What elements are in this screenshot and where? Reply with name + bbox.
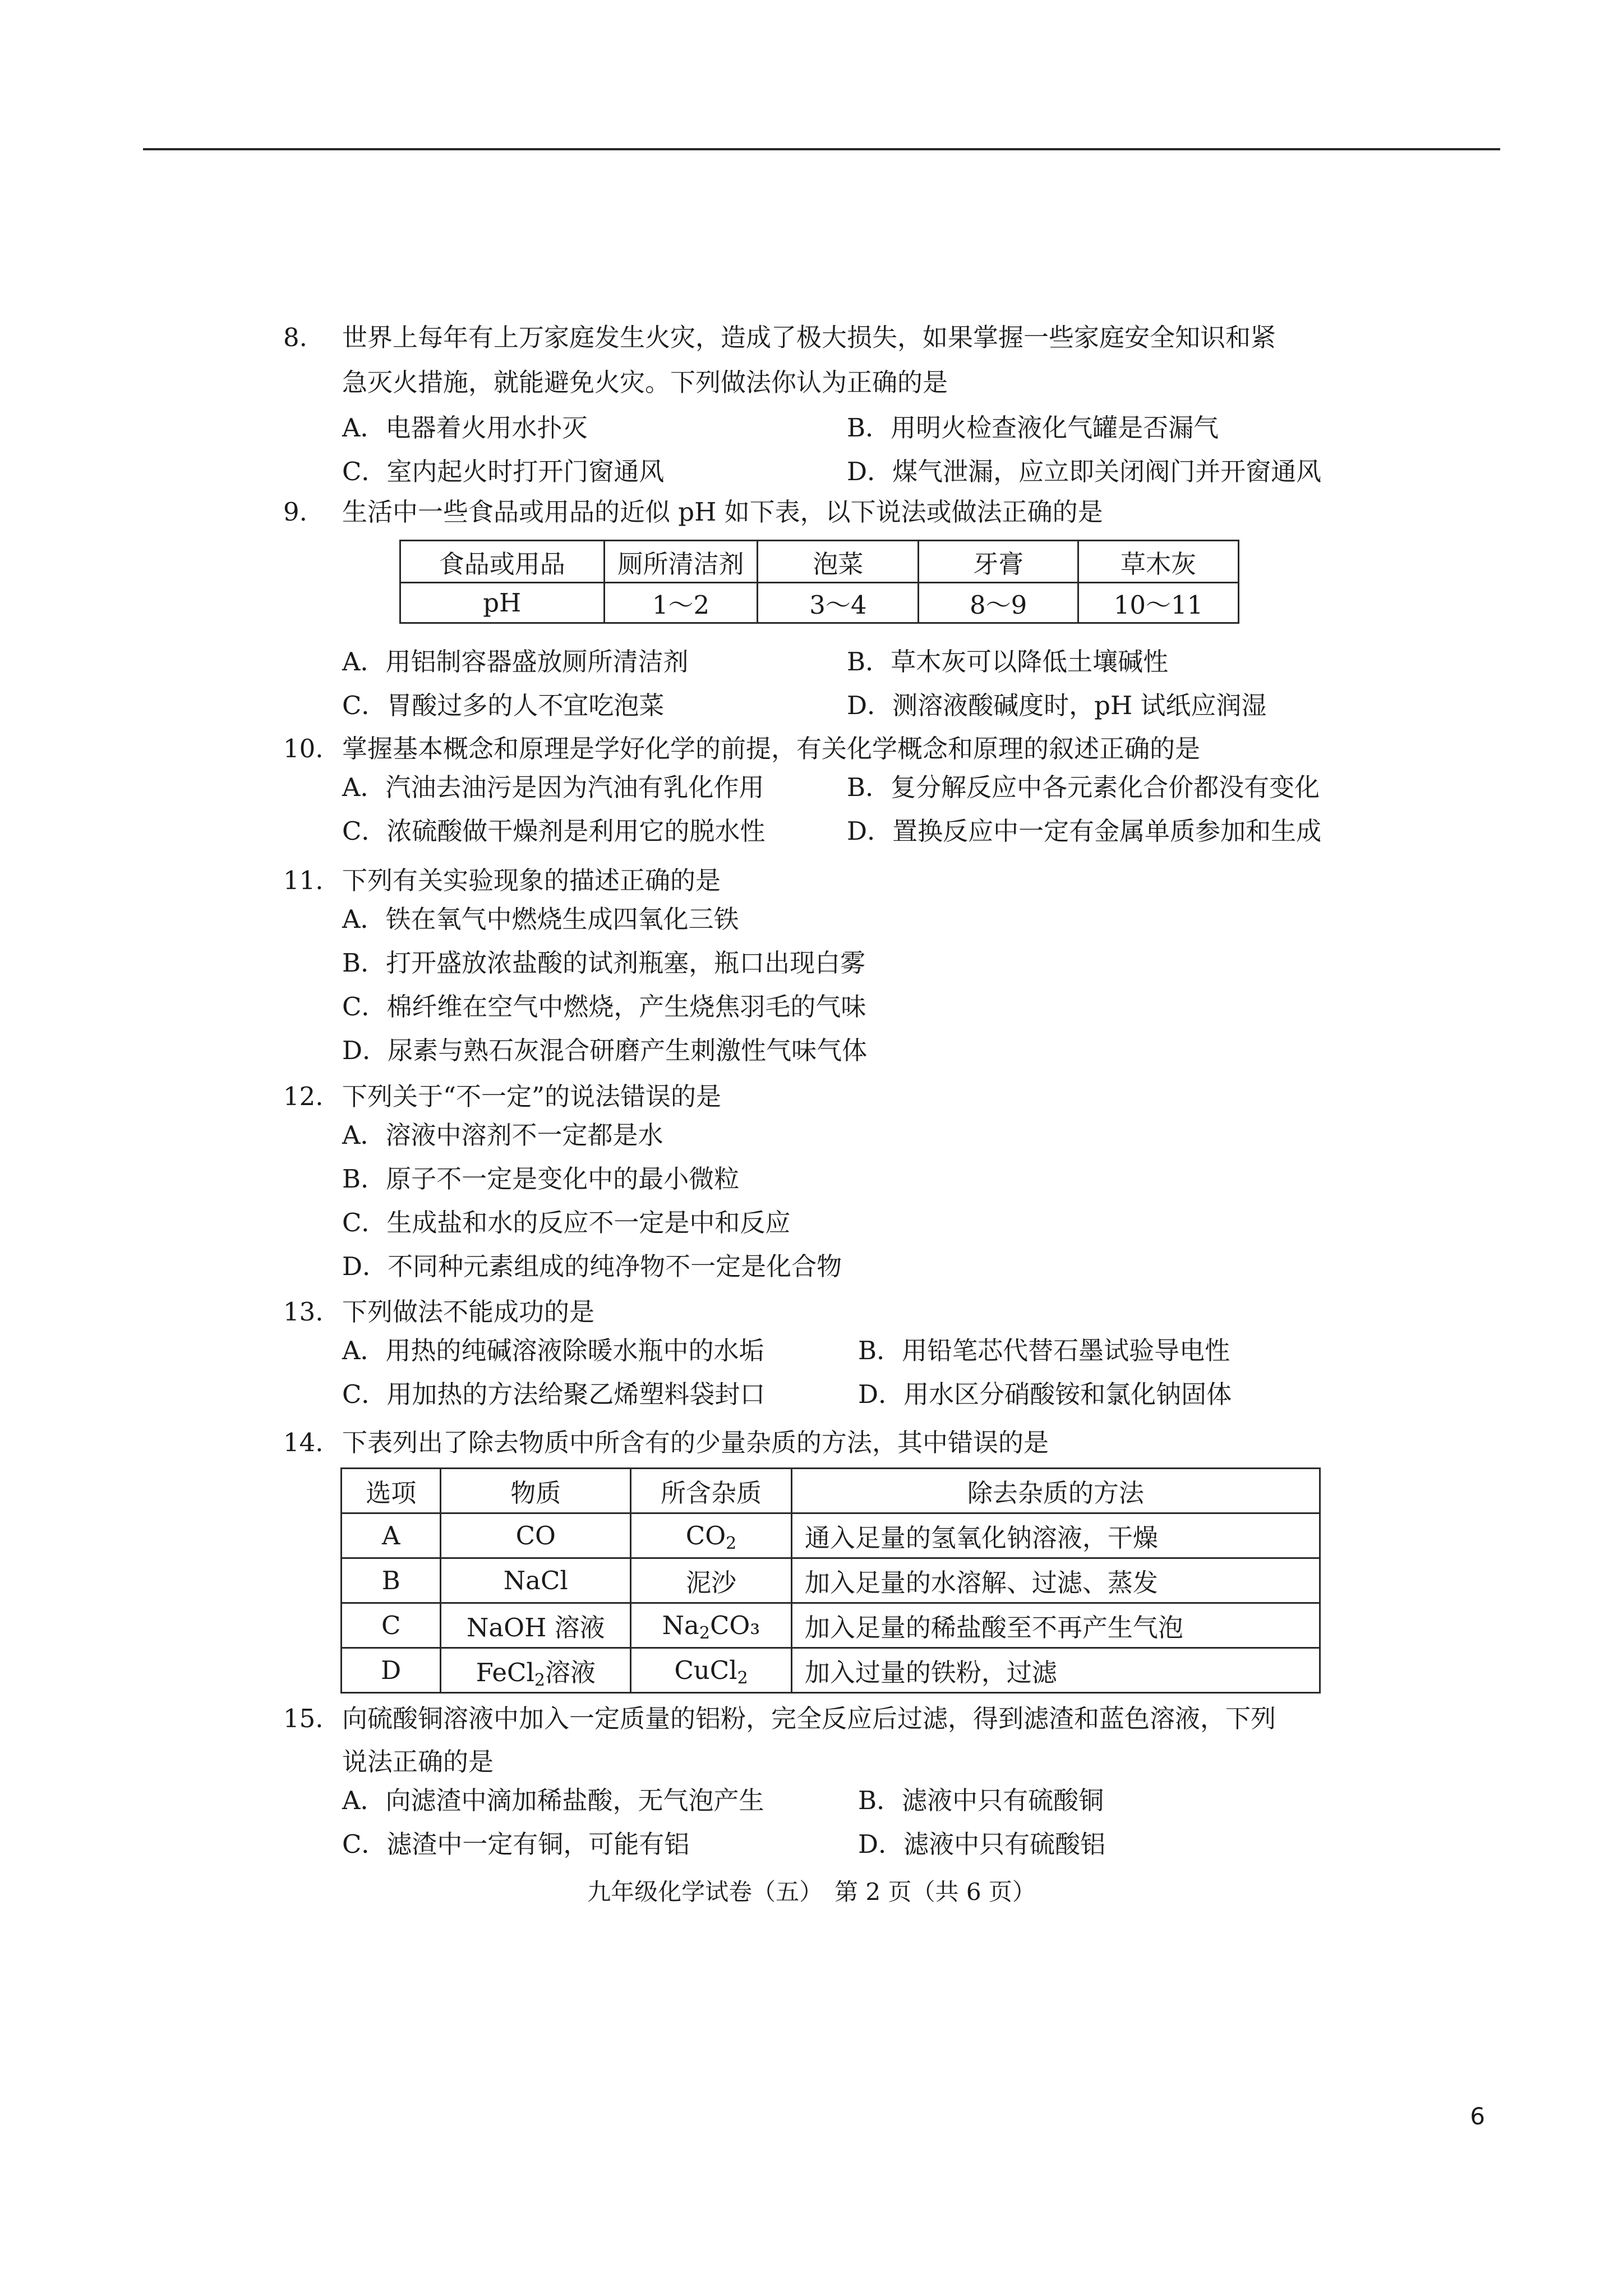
option-c: C．室内起火时打开门窗通风 — [342, 457, 665, 486]
table-cell: 草木灰 — [1078, 541, 1239, 583]
table-cell — [631, 1513, 792, 1558]
table-row — [342, 1513, 1320, 1558]
option-c: C．棉纤维在空气中燃烧，产生烧焦羽毛的气味 — [342, 992, 866, 1022]
table-cell: pH — [400, 583, 605, 623]
chem-text: CO — [685, 1521, 726, 1550]
chem-subscript: 2 — [737, 1668, 748, 1688]
question-stem: 世界上每年有上万家庭发生火灾，造成了极大损失，如果掌握一些家庭安全知识和紧 — [342, 323, 1276, 352]
question-9 — [283, 495, 1545, 529]
option-b: B．用明火检查液化气罐是否漏气 — [847, 413, 1219, 443]
table-cell: A — [342, 1513, 441, 1558]
option-b: B．用铅笔芯代替石墨试验导电性 — [858, 1336, 1230, 1365]
question-stem: 掌握基本概念和原理是学好化学的前提，有关化学概念和原理的叙述正确的是 — [342, 734, 1201, 763]
option-a: A．铁在氧气中燃烧生成四氧化三铁 — [342, 904, 739, 934]
table-cell: 3～4 — [758, 583, 919, 623]
table-cell: 牙膏 — [919, 541, 1078, 583]
table-header-row — [400, 541, 1239, 583]
question-number: 14. — [283, 1428, 324, 1457]
table-row — [342, 1558, 1320, 1603]
option-c: C．滤渣中一定有铜，可能有铝 — [342, 1829, 690, 1859]
chem-text: CO₃ — [709, 1611, 760, 1640]
chem-subscript: 2 — [726, 1534, 737, 1553]
option-d: D．用水区分硝酸铵和氯化钠固体 — [858, 1379, 1232, 1409]
question-stem: 下列做法不能成功的是 — [342, 1297, 595, 1327]
question-number: 15. — [283, 1704, 324, 1733]
question-14 — [283, 1426, 1545, 1460]
impurity-table — [340, 1467, 1321, 1694]
table-cell: 食品或用品 — [400, 541, 605, 583]
page-footer: 九年级化学试卷（五） 第 2 页（共 6 页） — [587, 1878, 1036, 1906]
table-cell: 所含杂质 — [631, 1469, 792, 1513]
table-header-row — [342, 1469, 1320, 1513]
option-b: B．打开盛放浓盐酸的试剂瓶塞，瓶口出现白雾 — [342, 948, 866, 978]
option-a: A．用热的纯碱溶液除暖水瓶中的水垢 — [342, 1336, 764, 1365]
option-c: C．用加热的方法给聚乙烯塑料袋封口 — [342, 1379, 766, 1409]
table-cell: D — [342, 1648, 441, 1693]
option-c: C．浓硫酸做干燥剂是利用它的脱水性 — [342, 816, 766, 846]
table-row — [342, 1603, 1320, 1648]
table-cell: 除去杂质的方法 — [791, 1469, 1320, 1513]
question-number: 13. — [283, 1297, 324, 1327]
chem-text: 泥沙 — [685, 1568, 736, 1598]
table-cell — [441, 1513, 631, 1558]
table-row — [342, 1648, 1320, 1693]
question-15 — [283, 1702, 1545, 1866]
option-b: B．草木灰可以降低土壤碱性 — [847, 647, 1169, 677]
option-d: D．不同种元素组成的纯净物不一定是化合物 — [342, 1251, 842, 1281]
question-13 — [283, 1295, 1545, 1416]
question-stem-cont: 说法正确的是 — [342, 1747, 494, 1777]
table-cell — [631, 1603, 792, 1648]
table-cell: 通入足量的氢氧化钠溶液，干燥 — [791, 1513, 1320, 1558]
chem-subscript: 2 — [534, 1671, 545, 1690]
chem-text: CuCl — [674, 1655, 737, 1685]
question-stem-cont: 急灭火措施，就能避免火灾。下列做法你认为正确的是 — [342, 367, 948, 397]
option-a: A．用铝制容器盛放厕所清洁剂 — [342, 647, 689, 677]
table-cell — [441, 1648, 631, 1693]
option-b: B．原子不一定是变化中的最小微粒 — [342, 1164, 740, 1194]
table-cell: 选项 — [342, 1469, 441, 1513]
question-stem: 下列关于“不一定”的说法错误的是 — [342, 1082, 722, 1111]
table-cell: 加入足量的稀盐酸至不再产生气泡 — [791, 1603, 1320, 1648]
question-10 — [283, 732, 1545, 853]
option-b: B．复分解反应中各元素化合价都没有变化 — [847, 772, 1320, 802]
question-number: 12. — [283, 1082, 324, 1111]
option-c: C．生成盐和水的反应不一定是中和反应 — [342, 1208, 791, 1237]
table-cell: 厕所清洁剂 — [604, 541, 758, 583]
option-a: A．向滤渣中滴加稀盐酸，无气泡产生 — [342, 1786, 764, 1815]
question-number: 9. — [283, 497, 307, 527]
question-9-options — [283, 640, 1545, 728]
question-12 — [283, 1080, 1545, 1289]
question-stem: 下表列出了除去物质中所含有的少量杂质的方法，其中错误的是 — [342, 1428, 1049, 1457]
question-stem: 生活中一些食品或用品的近似 pH 如下表，以下说法或做法正确的是 — [342, 497, 1103, 527]
table-cell: 加入过量的铁粉，过滤 — [791, 1648, 1320, 1693]
question-number: 8. — [283, 323, 307, 352]
option-d: D．尿素与熟石灰混合研磨产生刺激性气味气体 — [342, 1036, 868, 1065]
question-8 — [283, 321, 1545, 494]
option-c: C．胃酸过多的人不宜吃泡菜 — [342, 691, 665, 720]
question-11 — [283, 864, 1545, 1073]
table-cell: 物质 — [441, 1469, 631, 1513]
table-cell: 10～11 — [1078, 583, 1239, 623]
page-number: 6 — [1470, 2102, 1485, 2130]
option-a: A．电器着火用水扑灭 — [342, 413, 588, 443]
table-cell: 1～2 — [604, 583, 758, 623]
chem-text: FeCl — [476, 1658, 534, 1687]
table-cell: 加入足量的水溶解、过滤、蒸发 — [791, 1558, 1320, 1603]
option-d: D．置换反应中一定有金属单质参加和生成 — [847, 816, 1322, 846]
table-cell — [631, 1648, 792, 1693]
table-cell — [631, 1558, 792, 1603]
table-cell — [441, 1603, 631, 1648]
chem-text: CO — [515, 1521, 556, 1550]
question-stem: 下列有关实验现象的描述正确的是 — [342, 866, 721, 895]
ph-table — [399, 540, 1239, 624]
chem-text: NaCl — [503, 1566, 568, 1595]
table-cell: 8～9 — [919, 583, 1078, 623]
table-row — [400, 583, 1239, 623]
chem-text: NaOH 溶液 — [466, 1613, 605, 1642]
chem-subscript: 2 — [699, 1623, 710, 1643]
question-stem: 向硫酸铜溶液中加入一定质量的铝粉，完全反应后过滤，得到滤渣和蓝色溶液，下列 — [342, 1704, 1276, 1733]
question-number: 10. — [283, 734, 324, 763]
table-cell: 泡菜 — [758, 541, 919, 583]
option-d: D．煤气泄漏，应立即关闭阀门并开窗通风 — [847, 457, 1322, 486]
option-d: D．测溶液酸碱度时，pH 试纸应润湿 — [847, 691, 1267, 720]
option-a: A．汽油去油污是因为汽油有乳化作用 — [342, 772, 764, 802]
chem-text: Na — [662, 1611, 699, 1640]
table-cell: C — [342, 1603, 441, 1648]
header-rule — [143, 148, 1500, 150]
chem-text: 溶液 — [545, 1658, 596, 1687]
option-d: D．滤液中只有硫酸铝 — [858, 1829, 1106, 1859]
question-number: 11. — [283, 866, 324, 895]
option-a: A．溶液中溶剂不一定都是水 — [342, 1120, 663, 1150]
table-cell — [441, 1558, 631, 1603]
table-cell: B — [342, 1558, 441, 1603]
option-b: B．滤液中只有硫酸铜 — [858, 1786, 1104, 1815]
